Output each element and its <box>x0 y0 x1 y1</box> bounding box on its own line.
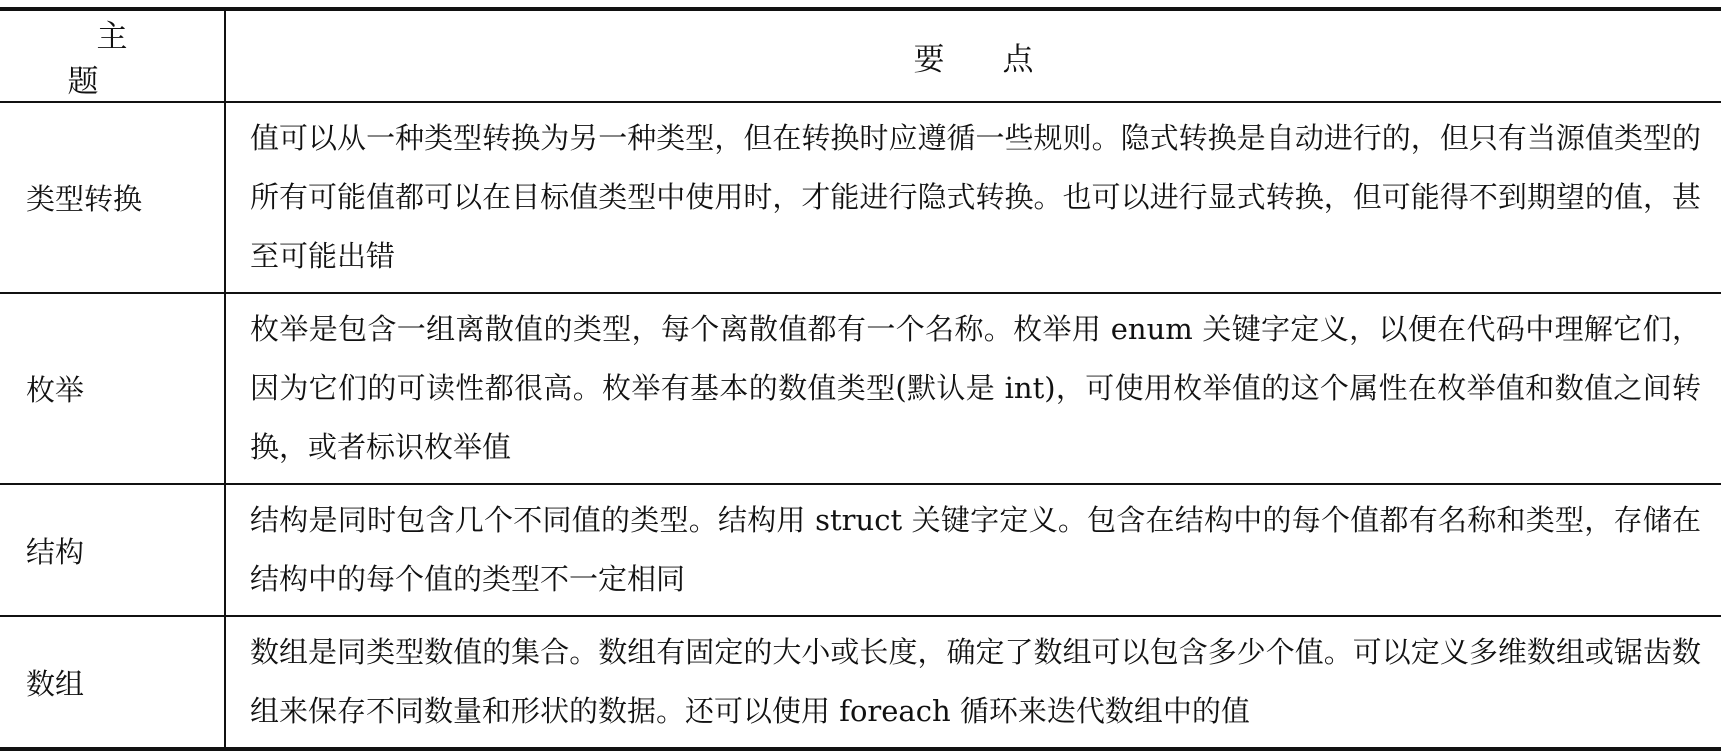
row-topic-array: 数组 <box>0 616 225 749</box>
header-row <box>0 9 1721 102</box>
row-topic-struct: 结构 <box>0 484 225 616</box>
table-row <box>0 293 1721 484</box>
table-header <box>0 9 1721 102</box>
summary-table <box>0 7 1721 751</box>
header-points: 要点 <box>225 9 1721 102</box>
table-row <box>0 102 1721 293</box>
row-points-type-conversion: 值可以从一种类型转换为另一种类型，但在转换时应遵循一些规则。隐式转换是自动进行的，但只有当源值类型的所有可能值都可以在目标值类型中使用时，才能进行隐式转换。也可以进行显式转换，但可能得不到期望的值，甚至可能出错 <box>225 102 1721 293</box>
table-row <box>0 484 1721 616</box>
table-body <box>0 102 1721 749</box>
row-points-struct: 结构是同时包含几个不同值的类型。结构用 struct 关键字定义。包含在结构中的每个值都有名称和类型，存储在结构中的每个值的类型不一定相同 <box>225 484 1721 616</box>
header-topic: 主题 <box>0 9 225 102</box>
row-topic-enum: 枚举 <box>0 293 225 484</box>
row-points-array: 数组是同类型数值的集合。数组有固定的大小或长度，确定了数组可以包含多少个值。可以定义多维数组或锯齿数组来保存不同数量和形状的数据。还可以使用 foreach 循环来迭代数组中的值 <box>250 635 1701 728</box>
table-row <box>0 616 1721 749</box>
row-points-enum: 枚举是包含一组离散值的类型，每个离散值都有一个名称。枚举用 enum 关键字定义，以便在代码中理解它们，因为它们的可读性都很高。枚举有基本的数值类型(默认是 int)，可使用枚举值的这个属性在枚举值和数值之间转换，或者标识枚举值 <box>225 293 1721 484</box>
row-topic-type-conversion: 类型转换 <box>0 102 225 293</box>
